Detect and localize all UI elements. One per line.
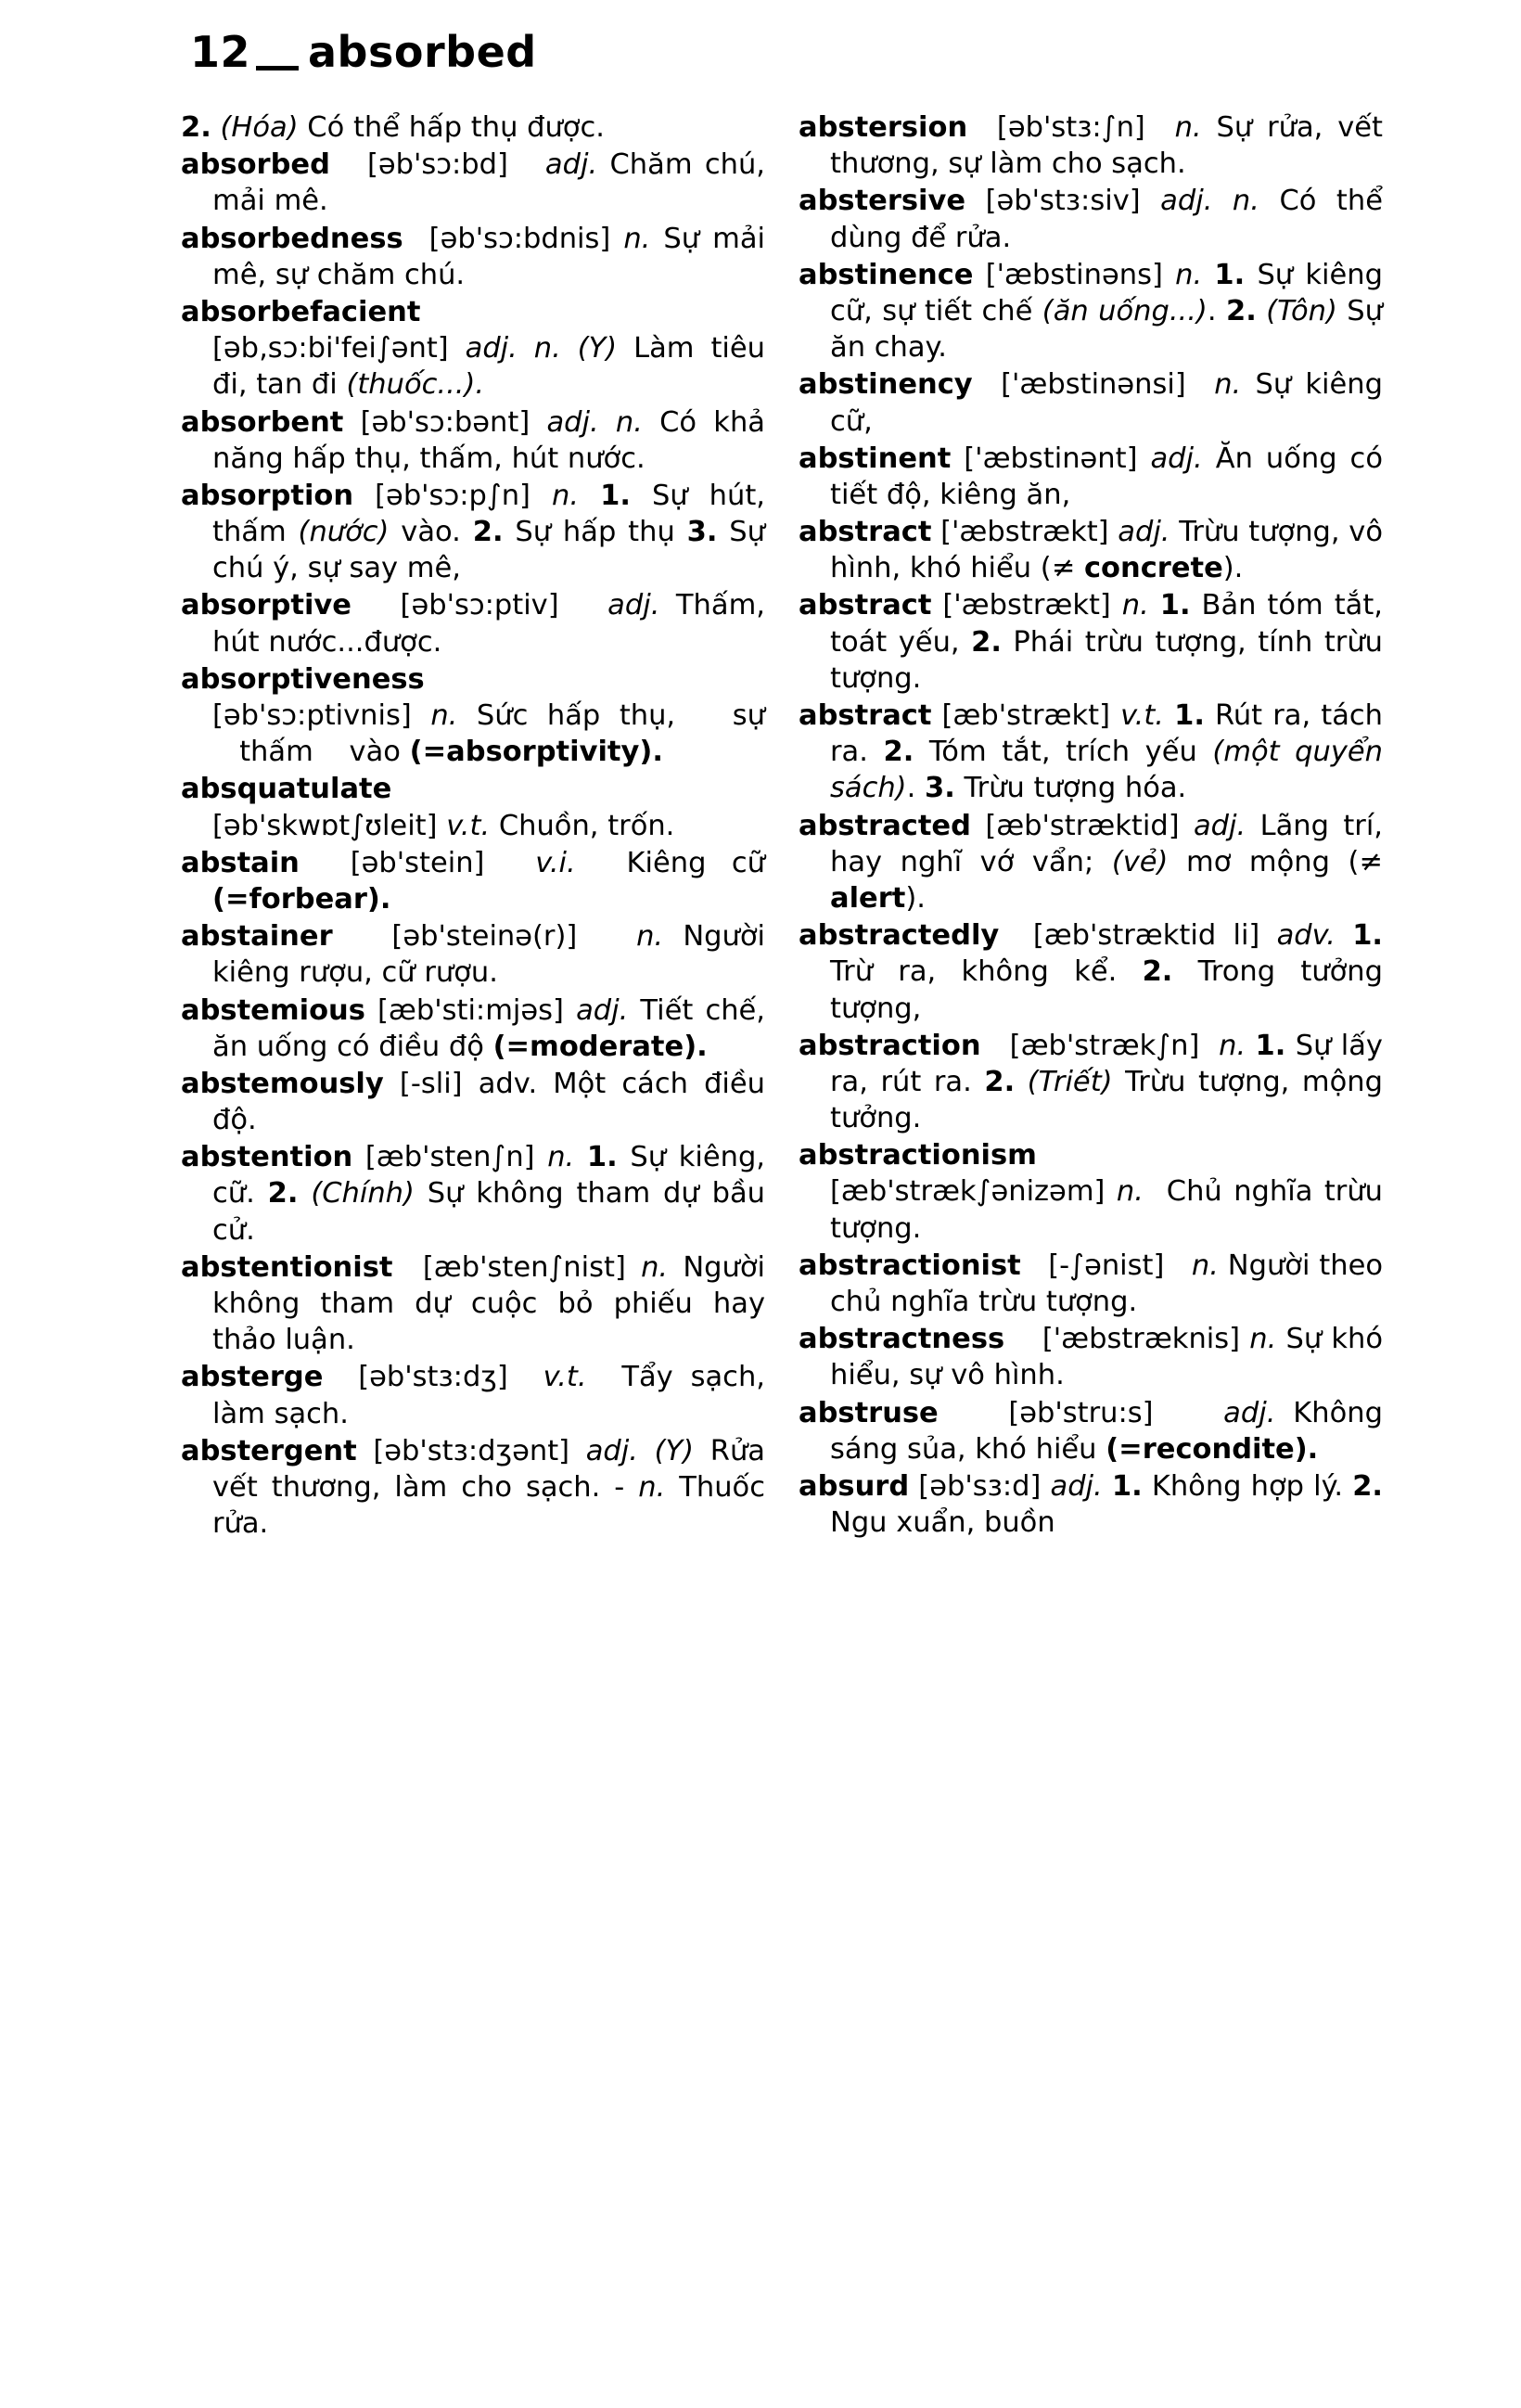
dictionary-entry-abstinence: abstinence ['æbstinəns] n. 1. Sự kiêng cữ, sự tiết chế (ăn uống...). 2. (Tôn) Sự ăn chay. bbox=[799, 258, 1384, 365]
dictionary-entry-cont-hoa: 2. (Hóa) Có thể hấp thụ được. bbox=[181, 111, 605, 144]
page-number: 12 bbox=[190, 27, 251, 77]
dictionary-entry-abstemious: abstemious [æb'sti:mjəs] adj. Tiết chế, ăn uống có điều độ (=moderate). bbox=[181, 993, 766, 1063]
dictionary-entry-absorbent: absorbent [əb'sɔ:bənt] adj. n. Có khả năng hấp thụ, thấm, hút nước. bbox=[181, 405, 765, 475]
dictionary-entry-abstainer: abstainer [əb'steinə(r)] n. Người kiêng rượu, cữ rượu. bbox=[181, 920, 766, 990]
dictionary-entry-abstract-vt: abstract [æb'strækt] v.t. 1. Rút ra, tách ra. 2. Tóm tắt, trích yếu (một quyển sách). 3. Trừu tượng hóa. bbox=[799, 699, 1384, 805]
columns-container bbox=[0, 109, 1521, 1543]
dictionary-entry-absorption: absorption [əb'sɔ:p∫n] n. 1. Sự hút, thấm (nước) vào. 2. Sự hấp thụ 3. Sự chú ý, sự say mê, bbox=[181, 479, 765, 585]
dictionary-entry-abstersive: abstersive [əb'stɜ:siv] adj. n. Có thể dùng để rửa. bbox=[799, 185, 1383, 254]
dictionary-entry-absorbed: absorbed [əb'sɔ:bd] adj. Chăm chú, mải mê. bbox=[181, 148, 765, 218]
dictionary-entry-absorbefacient: absorbefacient [əb‚sɔ:bi'fei∫ənt] adj. n. (Y) Làm tiêu đi, tan đi (thuốc...). bbox=[181, 295, 765, 402]
dictionary-entry-abstracted: abstracted [æb'stræktid] adj. Lãng trí, hay nghĩ vớ vẩn; (vẻ) mơ mộng (≠ alert). bbox=[799, 809, 1383, 915]
dictionary-entry-abstract-adj: abstract ['æbstrækt] adj. Trừu tượng, vô hình, khó hiểu (≠ concrete). bbox=[799, 516, 1383, 585]
dictionary-entry-absterge: absterge [əb'stɜ:dʒ] v.t. Tẩy sạch, làm sạch. bbox=[181, 1361, 765, 1430]
dictionary-entry-absorptive: absorptive [əb'sɔ:ptiv] adj. Thấm, hút nước...được. bbox=[181, 589, 765, 659]
header-rule bbox=[256, 66, 299, 70]
dictionary-entry-abstention: abstention [æb'sten∫n] n. 1. Sự kiêng, cữ. 2. (Chính) Sự không tham dự bầu cử. bbox=[181, 1141, 765, 1247]
dictionary-entry-abstractionist: abstractionist [-∫ənist] n. Người theo chủ nghĩa trừu tượng. bbox=[799, 1249, 1383, 1318]
dictionary-entry-abstentionist: abstentionist [æb'sten∫nist] n. Người không tham dự cuộc bỏ phiếu hay thảo luận. bbox=[181, 1250, 765, 1357]
dictionary-entry-abstraction: abstraction [æb'stræk∫n] n. 1. Sự lấy ra, rút ra. 2. (Triết) Trừu tượng, mộng tưởng. bbox=[799, 1029, 1383, 1135]
dictionary-entry-abstractedly: abstractedly [æb'stræktid li] adv. 1. Trừ ra, không kể. 2. Trong tưởng tượng, bbox=[799, 919, 1384, 1025]
dictionary-entry-absorptiveness: absorptiveness [əb'sɔ:ptivnis] n. Sức hấp thụ, sự thấm vào (=absorptivity). bbox=[181, 662, 765, 769]
dictionary-entry-abstersion: abstersion [əb'stɜ:∫n] n. Sự rửa, vết thương, sự làm cho sạch. bbox=[799, 111, 1383, 181]
dictionary-entry-abstinent: abstinent ['æbstinənt] adj. Ăn uống có tiết độ, kiêng ăn, bbox=[799, 442, 1383, 511]
dictionary-entry-absorbedness: absorbedness [əb'sɔ:bdnis] n. Sự mải mê, sự chăm chú. bbox=[181, 222, 765, 291]
dictionary-entry-abstractness: abstractness ['æbstræknis] n. Sự khó hiểu, sự vô hình. bbox=[799, 1323, 1383, 1392]
dictionary-entry-abstemously: abstemously [-sli] adv. Một cách điều độ. bbox=[181, 1067, 765, 1137]
dictionary-entry-absurd: absurd [əb'sɜ:d] adj. 1. Không hợp lý. 2. Ngu xuẩn, buồn bbox=[799, 1469, 1383, 1540]
dictionary-entry-abstergent: abstergent [əb'stɜ:dʒənt] adj. (Y) Rửa vết thương, làm cho sạch. - n. Thuốc rửa. bbox=[181, 1434, 765, 1541]
dictionary-entry-abstractionism: abstractionism [æb'stræk∫ənizəm] n. Chủ nghĩa trừu tượng. bbox=[799, 1139, 1383, 1245]
dictionary-entry-abstruse: abstruse [əb'stru:s] adj. Không sáng sủa, khó hiểu (=recondite). bbox=[799, 1396, 1383, 1466]
left-column bbox=[181, 109, 765, 1543]
page-header-word: absorbed bbox=[308, 27, 537, 77]
dictionary-entry-abstract-n: abstract ['æbstrækt] n. 1. Bản tóm tắt, toát yếu, 2. Phái trừu tượng, tính trừu tượng. bbox=[799, 589, 1383, 695]
dictionary-entry-abstain: abstain [əb'stein] v.i. Kiêng cữ (=forbear). bbox=[181, 846, 765, 916]
page-header bbox=[190, 26, 537, 78]
dictionary-entry-abstinency: abstinency ['æbstinənsi] n. Sự kiêng cữ, bbox=[799, 368, 1383, 438]
right-column bbox=[799, 109, 1383, 1543]
dictionary-entry-absquatulate: absquatulate [əb'skwɒt∫ʊleit] v.t. Chuồn, trốn. bbox=[181, 773, 675, 842]
